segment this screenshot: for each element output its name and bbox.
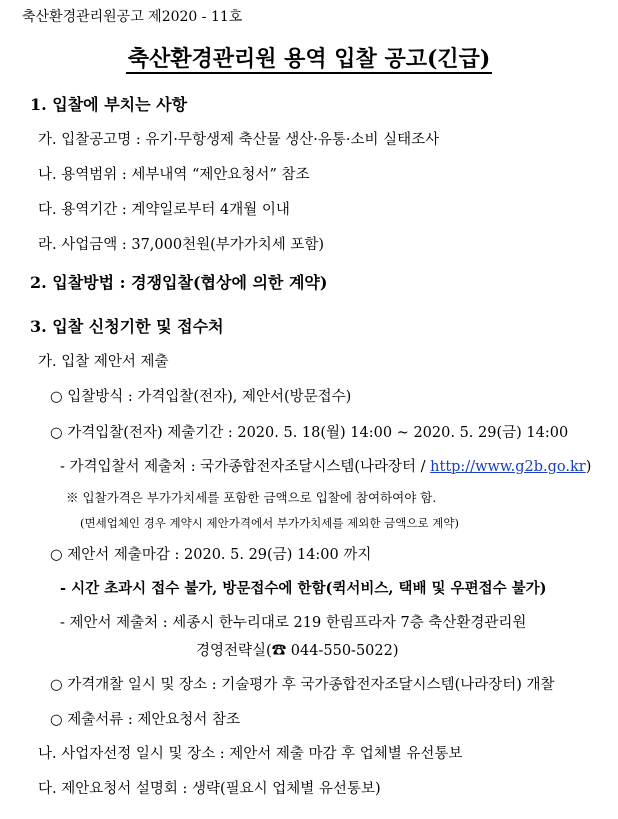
item-briefing: 다. 제안요청서 설명회 : 생략(필요시 업체별 유선통보) xyxy=(38,781,381,797)
vat-note: ※ 입찰가격은 부가가치세를 포함한 금액으로 입찰에 참여하여야 함. xyxy=(66,490,437,505)
price-bid-destination-text: - 가격입찰서 제출처 : 국가종합전자조달시스템(나라장터 / xyxy=(60,459,431,475)
title-text: 축산환경관리원 용역 입찰 공고(긴급) xyxy=(127,46,491,72)
price-bid-period: ○ 가격입찰(전자) 제출기간 : 2020. 5. 18(월) 14:00 ~ 2020. 5. 29(금) 14:00 xyxy=(50,425,569,441)
page-title xyxy=(0,44,618,74)
tax-exempt-note: (면세업체인 경우 계약시 제안가격에서 부가가치세를 제외한 금액으로 계약) xyxy=(80,516,459,530)
g2b-link[interactable]: http://www.g2b.go.kr xyxy=(430,459,586,475)
proposal-deadline: ○ 제안서 제출마감 : 2020. 5. 29(금) 14:00 까지 xyxy=(50,547,372,563)
item-proposal-submission: 가. 입찰 제안서 제출 xyxy=(38,354,169,370)
section-3-heading: 3. 입찰 신청기한 및 접수처 xyxy=(30,317,224,336)
item-budget: 라. 사업금액 : 37,000천원(부가가치세 포함) xyxy=(38,237,325,253)
bid-method: ○ 입찰방식 : 가격입찰(전자), 제안서(방문접수) xyxy=(50,389,352,405)
bid-opening: ○ 가격개찰 일시 및 장소 : 기술평가 후 국가종합전자조달시스템(나라장터) 개찰 xyxy=(50,677,555,693)
item-period: 다. 용역기간 : 계약일로부터 4개월 이내 xyxy=(38,202,290,218)
item-selection: 나. 사업자선정 일시 및 장소 : 제안서 제출 마감 후 업체별 유선통보 xyxy=(38,746,463,762)
section-2-heading: 2. 입찰방법 : 경쟁입찰(협상에 의한 계약) xyxy=(30,273,328,292)
price-bid-destination-close: ) xyxy=(585,459,592,475)
document-number: 축산환경관리원공고 제2020 - 11호 xyxy=(22,9,243,25)
required-documents: ○ 제출서류 : 제안요청서 참조 xyxy=(50,712,241,728)
item-project-name: 가. 입찰공고명 : 유기·무항생제 축산물 생산·유통·소비 실태조사 xyxy=(38,132,440,148)
late-submission-note: - 시간 초과시 접수 불가, 방문접수에 한함(퀵서비스, 택배 및 우편접수 불가) xyxy=(60,580,547,597)
price-bid-destination xyxy=(60,458,591,476)
proposal-contact: 경영전략실(☎ 044-550-5022) xyxy=(196,643,399,659)
item-scope: 나. 용역범위 : 세부내역 “제안요청서” 참조 xyxy=(38,167,310,183)
proposal-destination: - 제안서 제출처 : 세종시 한누리대로 219 한림프라자 7층 축산환경관리원 xyxy=(60,615,527,631)
section-1-heading: 1. 입찰에 부치는 사항 xyxy=(30,95,188,114)
